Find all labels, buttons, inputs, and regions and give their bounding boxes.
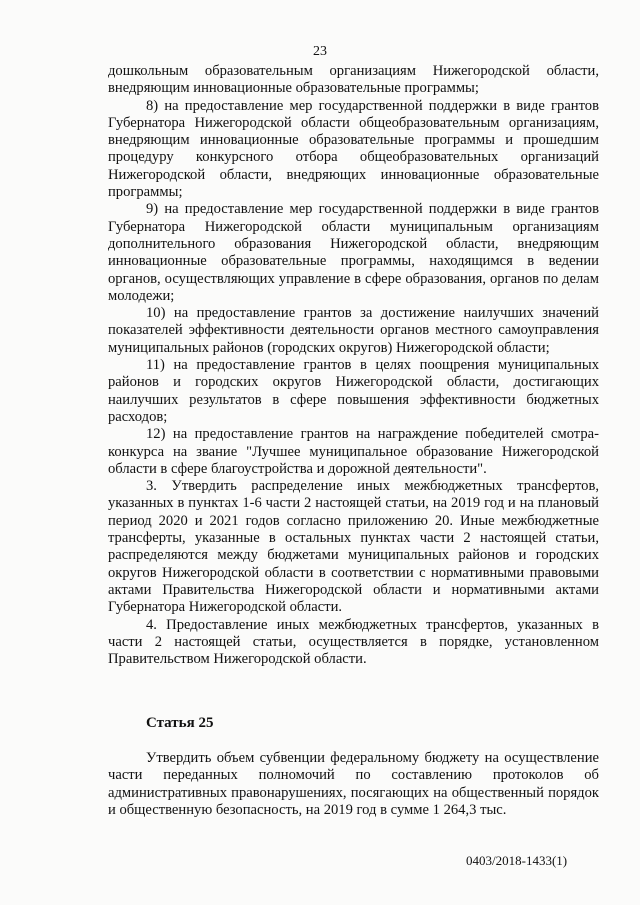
document-body — [108, 63, 599, 668]
document-number: 0403/2018-1433(1) — [466, 853, 568, 868]
paragraph-item-12: 12) на предоставление грантов на награждение победителей смотра-конкурса на звание "Лучшее муниципальное образование Нижегородской области в сфере благоустройства и дорожной деятельности". — [108, 426, 599, 477]
paragraph-item-8: 8) на предоставление мер государственной поддержки в виде грантов Губернатора Нижегородской области общеобразовательным организациям, внедряющим инновационные образовательные программы и прошедшим процедуру конкурсного отбора общеобразовательных организаций Нижегородской области, внедряющих инновационные образовательные программы; — [108, 97, 599, 201]
article-heading: Статья 25 — [146, 715, 214, 731]
paragraph-item-9: 9) на предоставление мер государственной поддержки в виде грантов Губернатора Нижегородской области муниципальным организациям дополнительного образования Нижегородской области, внедряющим инновационные образовательные программы, находящимся в ведении органов, осуществляющих управление в сфере образования, органов по делам молодежи; — [108, 201, 599, 304]
paragraph-part-4: 4. Предоставление иных межбюджетных трансфертов, указанных в части 2 настоящей статьи, осуществляется в порядке, установленном Правительством Нижегородской области. — [108, 616, 599, 668]
page-number: 23 — [313, 44, 327, 59]
paragraph-item-11: 11) на предоставление грантов в целях поощрения муниципальных районов и городских округов Нижегородской области, достигающих наилучших результатов в сфере повышения эффективности бюджетных расходов; — [108, 357, 599, 425]
paragraph-continuation: дошкольным образовательным организациям Нижегородской области, внедряющим инновационные образовательные программы; — [108, 63, 599, 97]
paragraph-item-10: 10) на предоставление грантов за достижение наилучших значений показателей эффективности деятельности органов местного самоуправления муниципальных районов (городских округов) Нижегородской области; — [108, 305, 599, 356]
article-paragraph: Утвердить объем субвенции федеральному бюджету на осуществление части переданных полномочий по составлению протоколов об административных правонарушениях, посягающих на общественный порядок и общественную безопасность, на 2019 год в сумме 1 264,3 тыс. — [108, 750, 599, 818]
paragraph-part-3: 3. Утвердить распределение иных межбюджетных трансфертов, указанных в пунктах 1-6 части 2 настоящей статьи, на 2019 год и на плановый период 2020 и 2021 годов согласно приложению 20. Иные межбюджетные трансферты, указанные в остальных пунктах части 2 настоящей статьи, распределяются между бюджетами муниципальных районов и городских округов Нижегородской области в соответствии с нормативными правовыми актами Правительства Нижегородской области и нормативными актами Губернатора Нижегородской области. — [108, 478, 599, 616]
article-body — [108, 750, 599, 819]
